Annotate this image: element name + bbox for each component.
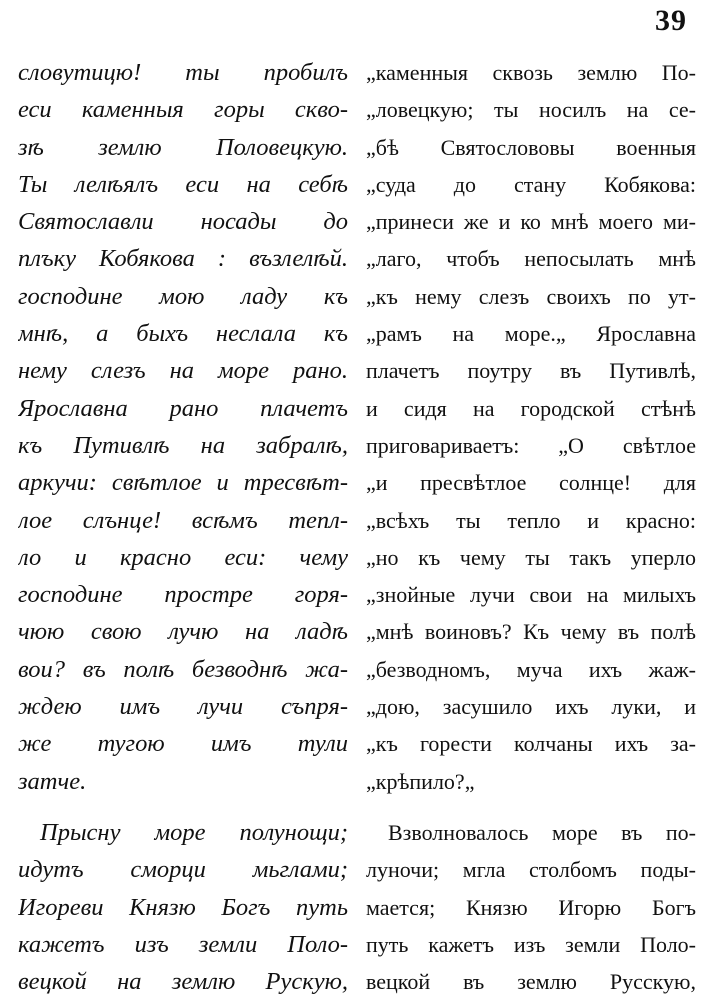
- text-line: „каменныя сквозь землю По-: [366, 60, 696, 85]
- text-line: ждею имъ лучи съпря-: [18, 693, 348, 721]
- text-line: „дою, засушило ихъ луки, и: [366, 694, 696, 720]
- text-line: луночи; мгла столбомъ поды-: [366, 857, 696, 883]
- text-line: зѣ землю Половецкую.: [18, 133, 348, 161]
- paragraph-gap: [18, 800, 348, 814]
- right-column-translation-text: [366, 54, 696, 1000]
- text-line: „принеси же и ко мнѣ моего ми-: [366, 209, 696, 235]
- text-line: вецкой въ землю Русскую,: [366, 969, 696, 995]
- text-line: путь кажетъ изъ земли Поло-: [366, 931, 696, 957]
- text-line: Игореви Князю Богъ путь: [18, 893, 348, 921]
- text-line: лое слънце! всѣмъ тепл-: [18, 506, 348, 534]
- text-line: Прысну море полунощи;: [40, 818, 348, 846]
- left-paragraph-2: [18, 814, 348, 1000]
- text-line: къ Путивлѣ на забралѣ,: [18, 431, 348, 459]
- text-line: господине мою ладу къ: [18, 282, 348, 310]
- text-line: „къ нему слезъ своихъ по ут-: [366, 283, 696, 309]
- text-line: плъку Кобякова : възлелѣй.: [18, 245, 348, 273]
- text-line: кажетъ изъ земли Поло-: [18, 930, 348, 958]
- left-column-old-russian-text: [18, 54, 348, 1000]
- text-line: еси каменныя горы скво-: [18, 96, 348, 124]
- text-line: „ловецкую; ты носилъ на се-: [366, 97, 696, 123]
- text-line: идутъ сморци мьглами;: [18, 856, 348, 884]
- text-line: „знойные лучи свои на милыхъ: [366, 582, 696, 608]
- text-line: „мнѣ воиновъ? Къ чему въ полѣ: [366, 619, 696, 645]
- text-line: „безводномъ, муча ихъ жаж-: [366, 656, 696, 682]
- text-line: „всѣхъ ты тепло и красно:: [366, 507, 696, 533]
- right-paragraph-1: [366, 54, 696, 800]
- text-line: мнѣ, а быхъ неслала къ: [18, 320, 348, 348]
- text-line: чюю свою лучю на ладѣ: [18, 618, 348, 646]
- text-line: же тугою имъ тули: [18, 730, 348, 758]
- text-line: приговариваетъ: „О свѣтлое: [366, 432, 696, 458]
- text-line: затче.: [18, 767, 87, 795]
- text-line: „лаго, чтобъ непосылать мнѣ: [366, 246, 696, 272]
- text-line: Ярославна рано плачетъ: [18, 394, 348, 422]
- right-paragraph-2: [366, 814, 696, 1000]
- text-line: мается; Князю Игорю Богъ: [366, 894, 696, 920]
- text-line: „крѣпило?„: [366, 768, 475, 794]
- text-line: ло и красно еси: чему: [18, 543, 348, 571]
- text-line: и сидя на городской стѣнѣ: [366, 395, 696, 421]
- text-line: вецкой на землю Рускую,: [18, 968, 348, 996]
- text-line: Святославли носады до: [18, 208, 348, 236]
- left-paragraph-1: [18, 54, 348, 800]
- text-line: „бѣ Святослововы военныя: [366, 134, 696, 160]
- text-line: плачетъ поутру въ Путивлѣ,: [366, 358, 696, 384]
- text-line: Ты лелѣялъ еси на себѣ: [18, 170, 348, 198]
- paragraph-gap: [366, 800, 696, 814]
- text-line: господине простре горя-: [18, 581, 348, 609]
- text-line: „суда до стану Кобякова:: [366, 171, 696, 197]
- text-line: „рамъ на море.„ Ярославна: [366, 321, 696, 347]
- text-line: „и пресвѣтлое солнце! для: [366, 470, 696, 496]
- text-line: аркучи: свѣтлое и тресвѣт-: [18, 469, 348, 497]
- text-line: Взволновалось море въ по-: [388, 819, 696, 845]
- text-line: „къ горести колчаны ихъ за-: [366, 731, 696, 757]
- text-line: „но къ чему ты такъ уперло: [366, 544, 696, 570]
- text-line: нему слезъ на море рано.: [18, 357, 348, 385]
- text-line: словутицю! ты пробилъ: [18, 59, 348, 86]
- page-number: 39: [655, 4, 687, 37]
- text-line: вои? въ полѣ безводнѣ жа-: [18, 655, 348, 683]
